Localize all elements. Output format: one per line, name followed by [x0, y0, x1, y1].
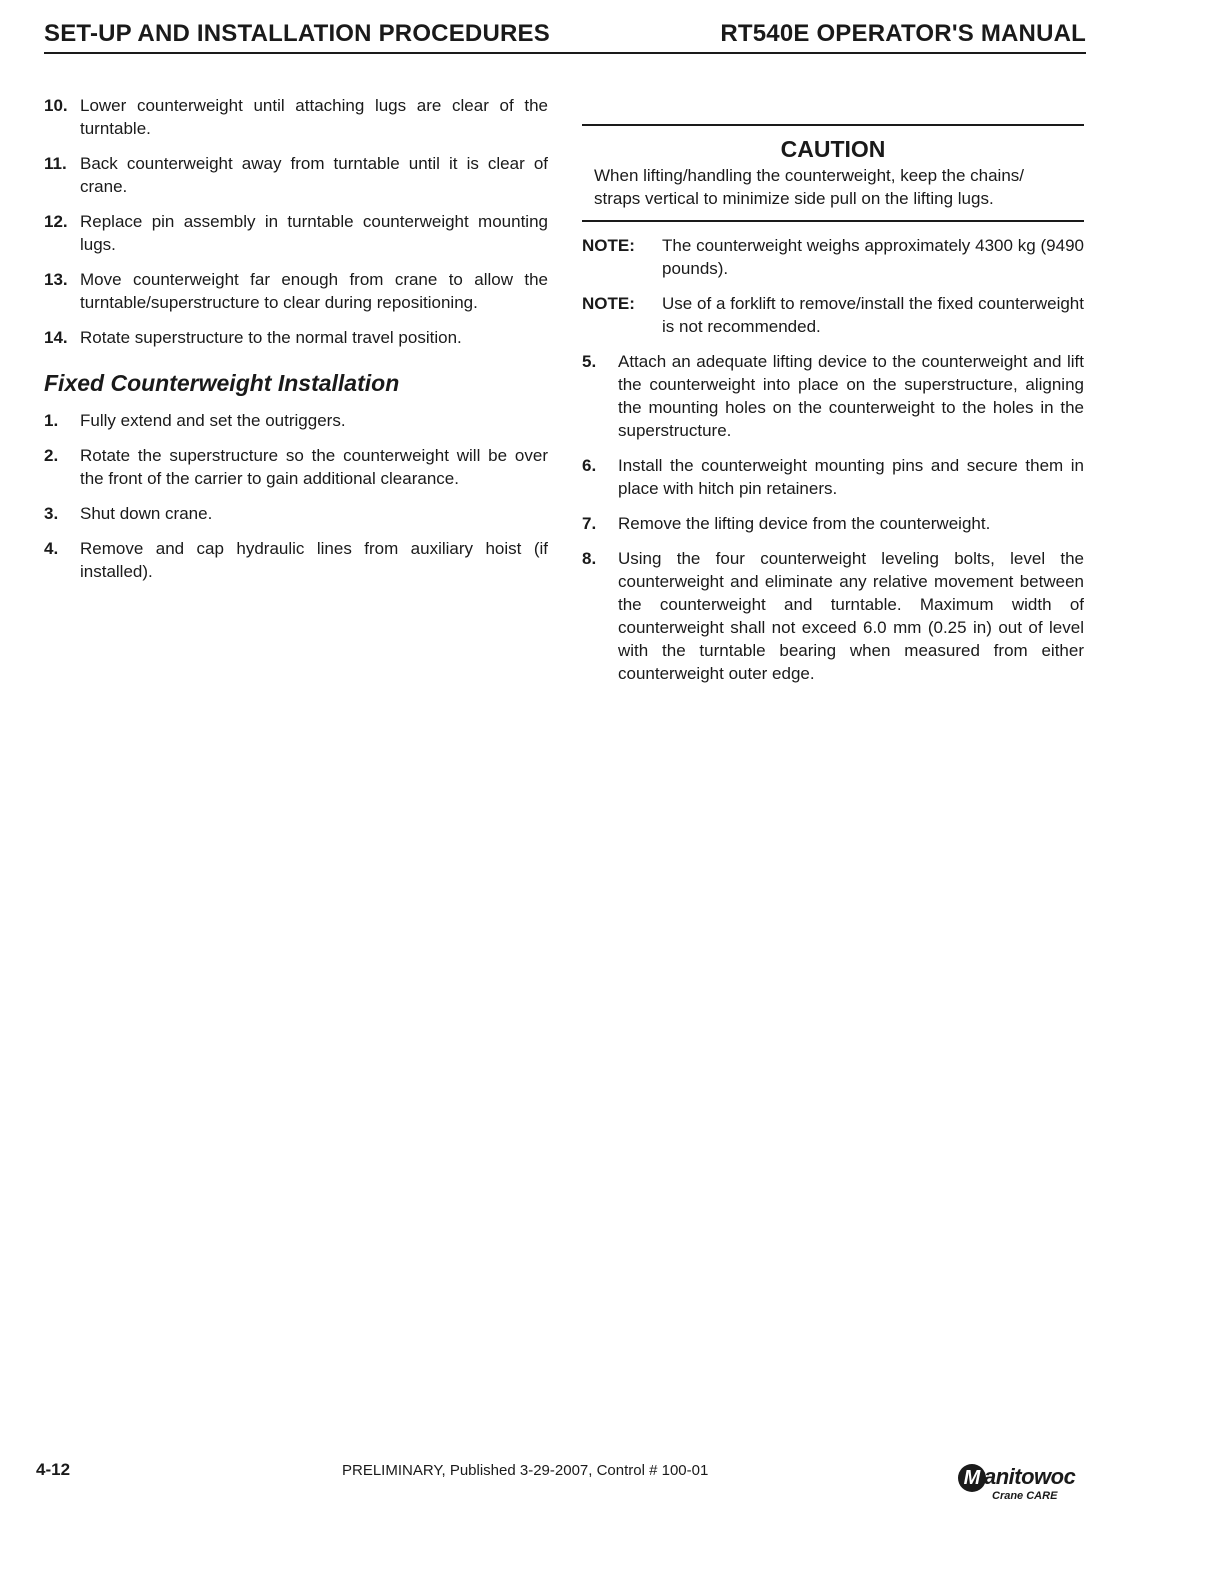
note-label: NOTE:: [582, 236, 635, 255]
step-number: 1.: [44, 411, 59, 430]
step-number: 4.: [44, 539, 59, 558]
list-item: [582, 512, 1084, 535]
step-list-continued: [582, 350, 1084, 685]
publication-info: PRELIMINARY, Published 3-29-2007, Control # 100-01: [342, 1462, 709, 1479]
step-text: Attach an adequate lifting device to the counterweight and lift the counterweight into place on the superstructure, aligning the mounting holes on the counterweight to the holes in the superstructure.: [618, 352, 1084, 440]
step-number: 11.: [44, 154, 67, 173]
page-header: [44, 20, 1086, 54]
step-number: 2.: [44, 446, 59, 465]
step-number: 12.: [44, 212, 68, 231]
list-item: [582, 454, 1084, 500]
step-number: 5.: [582, 352, 597, 371]
step-text: Install the counterweight mounting pins and secure them in place with hitch pin retainers.: [618, 456, 1084, 498]
step-text: Rotate superstructure to the normal travel position.: [80, 328, 462, 347]
step-number: 7.: [582, 514, 597, 533]
caution-box: [582, 124, 1084, 222]
list-item: [44, 94, 548, 140]
list-item: [44, 537, 548, 583]
page-number: 4-12: [36, 1460, 71, 1479]
list-item: [44, 210, 548, 256]
note-label: NOTE:: [582, 294, 635, 313]
step-list-installation: [44, 409, 548, 583]
caution-text: When lifting/handling the counterweight, keep the chains/ straps vertical to minimize side pull on the lifting lugs.: [594, 166, 1024, 208]
section-title: Fixed Counterweight Installation: [44, 370, 400, 396]
manitowoc-logo: [958, 1462, 1078, 1508]
list-item: [44, 409, 548, 432]
note-text: Use of a forklift to remove/install the fixed counterweight is not recommended.: [662, 294, 1084, 336]
right-column: [582, 94, 1084, 697]
list-item: [44, 326, 548, 349]
step-number: 14.: [44, 328, 68, 347]
step-text: Rotate the superstructure so the counterweight will be over the front of the carrier to gain additional clearance.: [80, 446, 548, 488]
step-number: 10.: [44, 96, 68, 115]
step-text: Remove the lifting device from the counterweight.: [618, 514, 991, 533]
list-item: [44, 502, 548, 525]
step-list-removal: [44, 94, 548, 349]
manual-title: RT540E OPERATOR'S MANUAL: [720, 20, 1086, 47]
step-number: 6.: [582, 456, 597, 475]
logo-mark-icon: M: [958, 1464, 986, 1492]
step-text: Fully extend and set the outriggers.: [80, 411, 346, 430]
note: [582, 292, 1084, 338]
left-column: [44, 94, 548, 595]
note: [582, 234, 1084, 280]
step-text: Back counterweight away from turntable until it is clear of crane.: [80, 154, 548, 196]
list-item: [44, 444, 548, 490]
list-item: [582, 350, 1084, 442]
step-text: Shut down crane.: [80, 504, 213, 523]
logo-subtitle: Crane CARE: [992, 1490, 1058, 1502]
caution-title: CAUTION: [780, 136, 886, 162]
step-text: Move counterweight far enough from crane to allow the turntable/superstructure to clear during repositioning.: [80, 270, 548, 312]
step-text: Lower counterweight until attaching lugs are clear of the turntable.: [80, 96, 548, 138]
logo-wordmark: anitowoc: [984, 1464, 1076, 1489]
step-number: 8.: [582, 549, 597, 568]
step-text: Remove and cap hydraulic lines from auxiliary hoist (if installed).: [80, 539, 548, 581]
step-text: Replace pin assembly in turntable counterweight mounting lugs.: [80, 212, 548, 254]
list-item: [582, 547, 1084, 685]
step-number: 3.: [44, 504, 59, 523]
list-item: [44, 268, 548, 314]
note-text: The counterweight weighs approximately 4300 kg (9490 pounds).: [662, 236, 1084, 278]
section-heading: SET-UP AND INSTALLATION PROCEDURES: [44, 20, 550, 47]
step-number: 13.: [44, 270, 68, 289]
step-text: Using the four counterweight leveling bolts, level the counterweight and eliminate any relative movement between the counterweight and turntable. Maximum width of counterweight shall not exceed 6.0 mm (0.25 in) out of level with the turntable bearing when measured from either counterweight outer edge.: [618, 549, 1084, 683]
list-item: [44, 152, 548, 198]
